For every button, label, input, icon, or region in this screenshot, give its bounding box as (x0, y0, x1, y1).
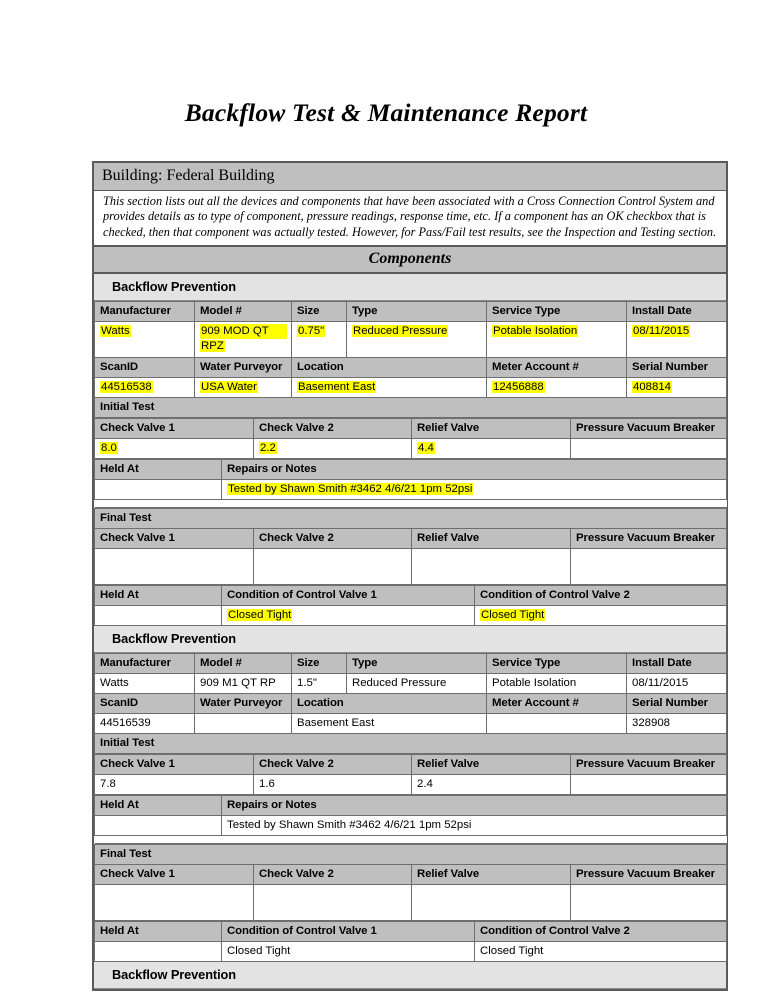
col-relief-valve: Relief Valve (412, 529, 571, 549)
table-row (95, 865, 727, 885)
cell-water-purveyor (195, 714, 292, 734)
table-row (95, 439, 727, 459)
initial-test-table-2 (94, 754, 727, 795)
cell-condition-cv2 (475, 606, 727, 626)
cell-pressure-vacuum-breaker (571, 549, 727, 585)
notes-table-2 (94, 795, 727, 844)
cell-size (292, 322, 347, 358)
col-type: Type (347, 654, 487, 674)
cell-held-at (95, 942, 222, 962)
col-repairs-or-notes: Repairs or Notes (222, 460, 727, 480)
value-service-type: Potable Isolation (493, 325, 578, 338)
cell-pressure-vacuum-breaker (571, 885, 727, 921)
report-container (92, 161, 728, 991)
col-location: Location (292, 694, 487, 714)
table-row (95, 358, 727, 378)
col-pressure-vacuum-breaker: Pressure Vacuum Breaker (571, 529, 727, 549)
device-band-3: Backflow Prevention (94, 962, 726, 989)
cell-pressure-vacuum-breaker (571, 439, 727, 459)
col-relief-valve: Relief Valve (412, 755, 571, 775)
table-row (95, 816, 727, 836)
section-description: This section lists out all the devices and components that have been associated with a Cross Connection Control System and provides details as to type of component, pressure readings, response time, etc. If a component has an OK checkbox that is checked, then that component was actually tested. However, for Pass/Fail test results, see the Inspection and Testing section. (94, 191, 726, 248)
cell-type (347, 322, 487, 358)
col-scan-id: ScanID (95, 694, 195, 714)
cell-relief-valve (412, 439, 571, 459)
table-row (95, 922, 727, 942)
row-spacer (95, 836, 727, 844)
col-check-valve-2: Check Valve 2 (254, 865, 412, 885)
table-row (95, 322, 727, 358)
value-condition-cv1: Closed Tight (228, 609, 292, 622)
cell-check-valve-1 (95, 885, 254, 921)
table-row (95, 529, 727, 549)
col-water-purveyor: Water Purveyor (195, 358, 292, 378)
condition-table-2 (94, 921, 727, 962)
value-size: 0.75" (298, 325, 325, 338)
cell-scan-id: 44516539 (95, 714, 195, 734)
col-check-valve-1: Check Valve 1 (95, 529, 254, 549)
table-row (95, 845, 727, 865)
cell-model (195, 322, 292, 358)
table-row (95, 755, 727, 775)
cell-relief-valve (412, 885, 571, 921)
value-install-date: 08/11/2015 (633, 325, 690, 338)
cell-water-purveyor (195, 378, 292, 398)
device-band-1: Backflow Prevention (94, 274, 726, 301)
cell-service-type (487, 322, 627, 358)
col-held-at: Held At (95, 922, 222, 942)
cell-install-date (627, 322, 727, 358)
table-row (95, 606, 727, 626)
building-header: Building: Federal Building (94, 163, 726, 191)
table-row (95, 885, 727, 921)
cell-check-valve-1 (95, 549, 254, 585)
table-row (95, 398, 727, 418)
col-check-valve-1: Check Valve 1 (95, 865, 254, 885)
cell-held-at (95, 816, 222, 836)
row-spacer (95, 500, 727, 508)
value-serial-number: 408814 (633, 381, 672, 394)
cell-type: Reduced Pressure (347, 674, 487, 694)
value-model-line2: RPZ (201, 339, 224, 352)
value-location: Basement East (298, 381, 376, 394)
cell-size: 1.5" (292, 674, 347, 694)
cell-location: Basement East (292, 714, 487, 734)
spacer-cell (95, 500, 727, 508)
cell-held-at (95, 480, 222, 500)
spacer-cell (95, 836, 727, 844)
col-manufacturer: Manufacturer (95, 302, 195, 322)
col-service-type: Service Type (487, 302, 627, 322)
col-water-purveyor: Water Purveyor (195, 694, 292, 714)
col-relief-valve: Relief Valve (412, 865, 571, 885)
table-row (95, 694, 727, 714)
value-water-purveyor: USA Water (201, 381, 257, 394)
table-row (95, 796, 727, 816)
value-check-valve-2: 2.2 (260, 442, 276, 455)
col-meter-account: Meter Account # (487, 694, 627, 714)
col-pressure-vacuum-breaker: Pressure Vacuum Breaker (571, 865, 727, 885)
col-check-valve-2: Check Valve 2 (254, 529, 412, 549)
col-condition-cv1: Condition of Control Valve 1 (222, 586, 475, 606)
value-relief-valve: 4.4 (418, 442, 434, 455)
cell-repairs-or-notes: Tested by Shawn Smith #3462 4/6/21 1pm 52psi (222, 816, 727, 836)
value-check-valve-1: 8.0 (101, 442, 117, 455)
table-row (95, 654, 727, 674)
cell-condition-cv2: Closed Tight (475, 942, 727, 962)
cell-install-date: 08/11/2015 (627, 674, 727, 694)
notes-table-1 (94, 459, 727, 508)
table-row (95, 674, 727, 694)
cell-relief-valve (412, 549, 571, 585)
device-table-1 (94, 301, 727, 418)
value-type: Reduced Pressure (353, 325, 448, 338)
cell-repairs-or-notes (222, 480, 727, 500)
cell-check-valve-2 (254, 439, 412, 459)
table-row (95, 419, 727, 439)
col-check-valve-2: Check Valve 2 (254, 419, 412, 439)
subsection-initial-test: Initial Test (95, 398, 727, 418)
table-row (95, 942, 727, 962)
table-row (95, 549, 727, 585)
subsection-initial-test: Initial Test (95, 734, 727, 754)
device-table-2 (94, 653, 727, 754)
table-row (95, 480, 727, 500)
col-model: Model # (195, 302, 292, 322)
cell-serial-number: 328908 (627, 714, 727, 734)
col-condition-cv2: Condition of Control Valve 2 (475, 922, 727, 942)
col-type: Type (347, 302, 487, 322)
cell-check-valve-2: 1.6 (254, 775, 412, 795)
col-location: Location (292, 358, 487, 378)
table-row (95, 460, 727, 480)
cell-relief-valve: 2.4 (412, 775, 571, 795)
value-meter-account: 12456888 (493, 381, 544, 394)
col-repairs-or-notes: Repairs or Notes (222, 796, 727, 816)
col-service-type: Service Type (487, 654, 627, 674)
subsection-final-test: Final Test (95, 845, 727, 865)
final-test-table-1 (94, 508, 727, 585)
condition-table-1 (94, 585, 727, 626)
col-size: Size (292, 302, 347, 322)
cell-condition-cv1: Closed Tight (222, 942, 475, 962)
col-check-valve-1: Check Valve 1 (95, 755, 254, 775)
cell-serial-number (627, 378, 727, 398)
value-scan-id: 44516538 (101, 381, 152, 394)
table-row (95, 734, 727, 754)
cell-service-type: Potable Isolation (487, 674, 627, 694)
col-condition-cv1: Condition of Control Valve 1 (222, 922, 475, 942)
cell-check-valve-1: 7.8 (95, 775, 254, 795)
col-serial-number: Serial Number (627, 358, 727, 378)
table-row (95, 302, 727, 322)
cell-manufacturer: Watts (95, 674, 195, 694)
col-model: Model # (195, 654, 292, 674)
value-repairs-or-notes: Tested by Shawn Smith #3462 4/6/21 1pm 52psi (228, 483, 473, 496)
device-band-2: Backflow Prevention (94, 626, 726, 653)
table-row (95, 714, 727, 734)
cell-location (292, 378, 487, 398)
col-held-at: Held At (95, 586, 222, 606)
initial-test-table-1 (94, 418, 727, 459)
cell-scan-id (95, 378, 195, 398)
col-check-valve-1: Check Valve 1 (95, 419, 254, 439)
col-install-date: Install Date (627, 302, 727, 322)
col-check-valve-2: Check Valve 2 (254, 755, 412, 775)
col-condition-cv2: Condition of Control Valve 2 (475, 586, 727, 606)
cell-check-valve-2 (254, 885, 412, 921)
cell-meter-account (487, 714, 627, 734)
cell-model: 909 M1 QT RP (195, 674, 292, 694)
cell-check-valve-2 (254, 549, 412, 585)
cell-meter-account (487, 378, 627, 398)
col-manufacturer: Manufacturer (95, 654, 195, 674)
col-pressure-vacuum-breaker: Pressure Vacuum Breaker (571, 419, 727, 439)
subsection-final-test: Final Test (95, 509, 727, 529)
col-serial-number: Serial Number (627, 694, 727, 714)
value-model-line1: 909 MOD QT (200, 324, 287, 338)
table-row (95, 509, 727, 529)
col-held-at: Held At (95, 460, 222, 480)
value-manufacturer: Watts (101, 325, 130, 338)
col-meter-account: Meter Account # (487, 358, 627, 378)
cell-held-at (95, 606, 222, 626)
page-title: Backflow Test & Maintenance Report (184, 98, 588, 127)
cell-pressure-vacuum-breaker (571, 775, 727, 795)
table-row (95, 586, 727, 606)
col-install-date: Install Date (627, 654, 727, 674)
col-size: Size (292, 654, 347, 674)
value-condition-cv2: Closed Tight (481, 609, 545, 622)
cell-check-valve-1 (95, 439, 254, 459)
col-relief-valve: Relief Valve (412, 419, 571, 439)
col-scan-id: ScanID (95, 358, 195, 378)
col-held-at: Held At (95, 796, 222, 816)
table-row (95, 378, 727, 398)
col-pressure-vacuum-breaker: Pressure Vacuum Breaker (571, 755, 727, 775)
components-section-title: Components (94, 247, 726, 274)
cell-manufacturer (95, 322, 195, 358)
cell-condition-cv1 (222, 606, 475, 626)
final-test-table-2 (94, 844, 727, 921)
table-row (95, 775, 727, 795)
